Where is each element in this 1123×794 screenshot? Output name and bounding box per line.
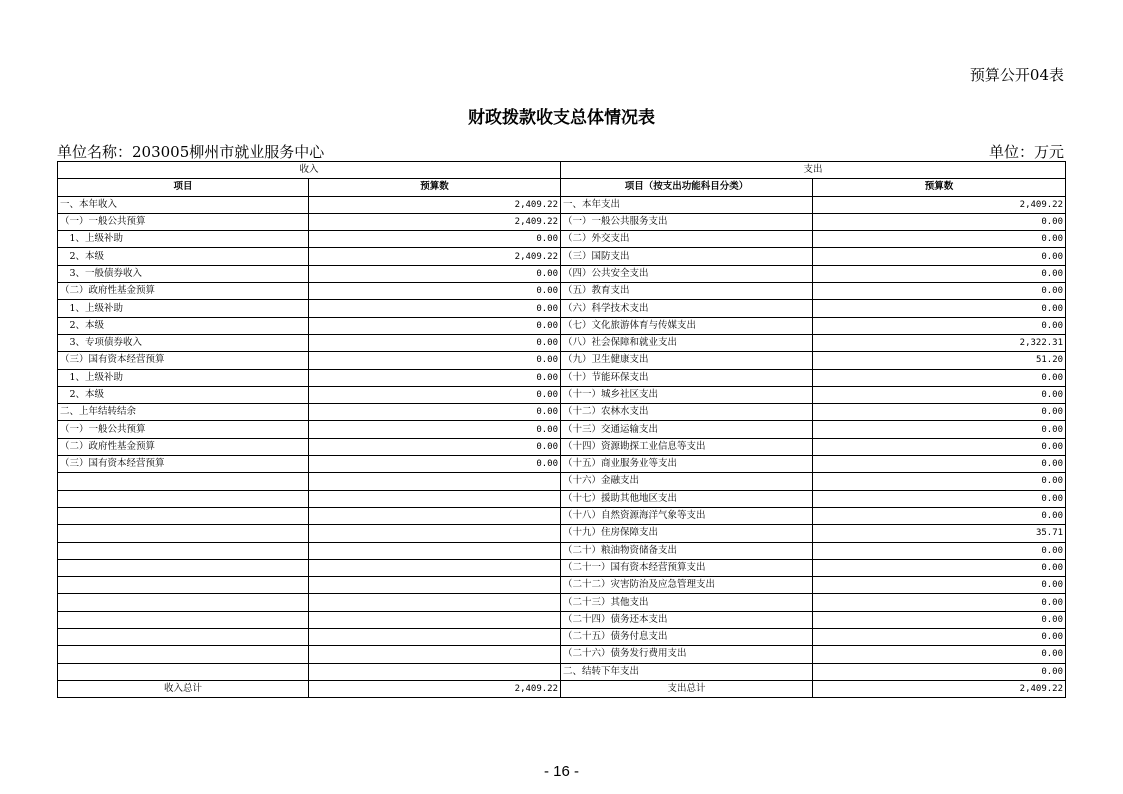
expense-amount-cell: 0.00 — [813, 594, 1066, 611]
page-number: - 16 - — [543, 763, 579, 780]
expense-item-cell: （二十六）债务发行费用支出 — [561, 646, 813, 663]
income-amount-cell: 0.00 — [309, 386, 561, 403]
income-item-cell — [58, 594, 309, 611]
table-row — [58, 334, 1066, 351]
income-amount-cell — [309, 646, 561, 663]
expense-amount-cell: 0.00 — [813, 646, 1066, 663]
expense-item-cell: （十七）援助其他地区支出 — [561, 490, 813, 507]
table-row — [58, 646, 1066, 663]
column-header-row — [58, 179, 1066, 196]
expense-item-cell: （五）教育支出 — [561, 283, 813, 300]
expense-item-cell: （八）社会保障和就业支出 — [561, 334, 813, 351]
expense-item-cell: （十二）农林水支出 — [561, 404, 813, 421]
income-item-cell: 2、本级 — [58, 317, 309, 334]
expense-amount-cell: 0.00 — [813, 404, 1066, 421]
table-row — [58, 369, 1066, 386]
expense-item-cell: （十五）商业服务业等支出 — [561, 456, 813, 473]
expense-amount-cell: 51.20 — [813, 352, 1066, 369]
income-item-cell: （一）一般公共预算 — [58, 213, 309, 230]
expense-item-cell: 二、结转下年支出 — [561, 663, 813, 680]
expense-item-cell: （十六）金融支出 — [561, 473, 813, 490]
table-row — [58, 611, 1066, 628]
expense-item-cell: （十四）资源勘探工业信息等支出 — [561, 438, 813, 455]
income-amount-cell: 0.00 — [309, 404, 561, 421]
income-item-cell: 3、一般债券收入 — [58, 265, 309, 282]
unit-name: 单位名称：203005柳州市就业服务中心 — [57, 143, 325, 161]
table-row — [58, 525, 1066, 542]
expense-amount-cell: 0.00 — [813, 456, 1066, 473]
income-total-amount: 2,409.22 — [309, 680, 561, 697]
table-row — [58, 577, 1066, 594]
income-amount-cell — [309, 611, 561, 628]
expense-amount-cell: 0.00 — [813, 473, 1066, 490]
expense-amount-cell: 0.00 — [813, 542, 1066, 559]
income-amount-cell — [309, 629, 561, 646]
expense-item-cell: （十）节能环保支出 — [561, 369, 813, 386]
income-item-cell — [58, 663, 309, 680]
income-item-cell: 1、上级补助 — [58, 231, 309, 248]
income-item-cell: （二）政府性基金预算 — [58, 438, 309, 455]
expense-total-amount: 2,409.22 — [813, 680, 1066, 697]
income-amount-cell: 0.00 — [309, 456, 561, 473]
income-item-cell: 一、本年收入 — [58, 196, 309, 213]
income-item-cell: （二）政府性基金预算 — [58, 283, 309, 300]
expense-item-cell: （四）公共安全支出 — [561, 265, 813, 282]
expense-amount-cell: 0.00 — [813, 213, 1066, 230]
income-item-cell — [58, 542, 309, 559]
income-amount-cell — [309, 663, 561, 680]
income-amount-cell: 2,409.22 — [309, 248, 561, 265]
expense-amount-cell: 35.71 — [813, 525, 1066, 542]
table-row — [58, 404, 1066, 421]
income-item-cell — [58, 646, 309, 663]
income-amount-cell — [309, 490, 561, 507]
income-amount-cell — [309, 507, 561, 524]
income-item-cell — [58, 490, 309, 507]
expense-amount-cell: 2,409.22 — [813, 196, 1066, 213]
table-row — [58, 231, 1066, 248]
col-expense-amount-header: 预算数 — [813, 179, 1066, 196]
expense-amount-cell: 0.00 — [813, 507, 1066, 524]
col-item-header: 项目 — [58, 179, 309, 196]
income-amount-cell — [309, 594, 561, 611]
expense-item-cell: （一）一般公共服务支出 — [561, 213, 813, 230]
expense-item-cell: （二十一）国有资本经营预算支出 — [561, 559, 813, 576]
expense-amount-cell: 0.00 — [813, 559, 1066, 576]
table-row — [58, 594, 1066, 611]
income-amount-cell: 2,409.22 — [309, 213, 561, 230]
form-code: 预算公开04表 — [969, 66, 1064, 84]
table-row — [58, 196, 1066, 213]
table-row — [58, 663, 1066, 680]
expense-item-cell: （二十）粮油物资储备支出 — [561, 542, 813, 559]
income-item-cell — [58, 473, 309, 490]
expense-item-cell: （三）国防支出 — [561, 248, 813, 265]
table-row — [58, 490, 1066, 507]
table-row — [58, 456, 1066, 473]
expense-item-cell: （二十三）其他支出 — [561, 594, 813, 611]
expense-amount-cell: 0.00 — [813, 265, 1066, 282]
expense-amount-cell: 0.00 — [813, 386, 1066, 403]
expense-amount-cell: 0.00 — [813, 283, 1066, 300]
expense-amount-cell: 2,322.31 — [813, 334, 1066, 351]
expense-amount-cell: 0.00 — [813, 438, 1066, 455]
expense-amount-cell: 0.00 — [813, 577, 1066, 594]
income-item-cell — [58, 525, 309, 542]
table-body — [58, 196, 1066, 680]
income-amount-cell — [309, 542, 561, 559]
income-item-cell — [58, 559, 309, 576]
expense-amount-cell: 0.00 — [813, 317, 1066, 334]
table-row — [58, 213, 1066, 230]
budget-table — [57, 161, 1066, 698]
income-amount-cell: 0.00 — [309, 334, 561, 351]
income-item-cell: 2、本级 — [58, 248, 309, 265]
expense-amount-cell: 0.00 — [813, 300, 1066, 317]
expense-amount-cell: 0.00 — [813, 421, 1066, 438]
expense-amount-cell: 0.00 — [813, 248, 1066, 265]
unit-label: 单位：万元 — [988, 143, 1064, 161]
income-amount-cell: 0.00 — [309, 283, 561, 300]
income-item-cell — [58, 611, 309, 628]
income-item-cell: （三）国有资本经营预算 — [58, 456, 309, 473]
table-row — [58, 317, 1066, 334]
expense-item-cell: （七）文化旅游体育与传媒支出 — [561, 317, 813, 334]
expense-item-cell: 一、本年支出 — [561, 196, 813, 213]
income-amount-cell: 0.00 — [309, 421, 561, 438]
expense-amount-cell: 0.00 — [813, 611, 1066, 628]
income-item-cell: （一）一般公共预算 — [58, 421, 309, 438]
table-row — [58, 386, 1066, 403]
expense-item-cell: （十一）城乡社区支出 — [561, 386, 813, 403]
total-row — [58, 680, 1066, 697]
expense-item-cell: （十九）住房保障支出 — [561, 525, 813, 542]
income-amount-cell — [309, 525, 561, 542]
expense-amount-cell: 0.00 — [813, 663, 1066, 680]
table-row — [58, 438, 1066, 455]
expense-header: 支出 — [561, 162, 1066, 179]
table-row — [58, 265, 1066, 282]
income-item-cell: 1、上级补助 — [58, 300, 309, 317]
section-header-row — [58, 162, 1066, 179]
income-amount-cell: 0.00 — [309, 231, 561, 248]
table-row — [58, 248, 1066, 265]
expense-total-label: 支出总计 — [561, 680, 813, 697]
income-item-cell: 3、专项债券收入 — [58, 334, 309, 351]
expense-amount-cell: 0.00 — [813, 369, 1066, 386]
table-row — [58, 629, 1066, 646]
table-row — [58, 421, 1066, 438]
income-amount-cell — [309, 473, 561, 490]
expense-amount-cell: 0.00 — [813, 490, 1066, 507]
income-amount-cell: 0.00 — [309, 265, 561, 282]
table-row — [58, 542, 1066, 559]
expense-amount-cell: 0.00 — [813, 231, 1066, 248]
table-row — [58, 507, 1066, 524]
income-item-cell: 二、上年结转结余 — [58, 404, 309, 421]
income-amount-cell: 0.00 — [309, 438, 561, 455]
expense-item-cell: （十八）自然资源海洋气象等支出 — [561, 507, 813, 524]
income-amount-cell: 0.00 — [309, 352, 561, 369]
expense-item-cell: （二十四）债务还本支出 — [561, 611, 813, 628]
income-item-cell — [58, 507, 309, 524]
income-item-cell — [58, 577, 309, 594]
col-expense-item-header: 项目（按支出功能科目分类） — [561, 179, 813, 196]
table-row — [58, 559, 1066, 576]
income-item-cell: （三）国有资本经营预算 — [58, 352, 309, 369]
expense-item-cell: （二十二）灾害防治及应急管理支出 — [561, 577, 813, 594]
page-title: 财政拨款收支总体情况表 — [468, 108, 655, 128]
table-row — [58, 283, 1066, 300]
income-item-cell — [58, 629, 309, 646]
income-amount-cell: 2,409.22 — [309, 196, 561, 213]
income-total-label: 收入总计 — [58, 680, 309, 697]
expense-amount-cell: 0.00 — [813, 629, 1066, 646]
income-amount-cell: 0.00 — [309, 369, 561, 386]
table-row — [58, 352, 1066, 369]
income-item-cell: 2、本级 — [58, 386, 309, 403]
income-amount-cell — [309, 577, 561, 594]
expense-item-cell: （二十五）债务付息支出 — [561, 629, 813, 646]
income-header: 收入 — [58, 162, 561, 179]
col-amount-header: 预算数 — [309, 179, 561, 196]
expense-item-cell: （九）卫生健康支出 — [561, 352, 813, 369]
income-amount-cell: 0.00 — [309, 300, 561, 317]
income-item-cell: 1、上级补助 — [58, 369, 309, 386]
income-amount-cell: 0.00 — [309, 317, 561, 334]
table-row — [58, 300, 1066, 317]
expense-item-cell: （六）科学技术支出 — [561, 300, 813, 317]
income-amount-cell — [309, 559, 561, 576]
expense-item-cell: （二）外交支出 — [561, 231, 813, 248]
table-row — [58, 473, 1066, 490]
expense-item-cell: （十三）交通运输支出 — [561, 421, 813, 438]
